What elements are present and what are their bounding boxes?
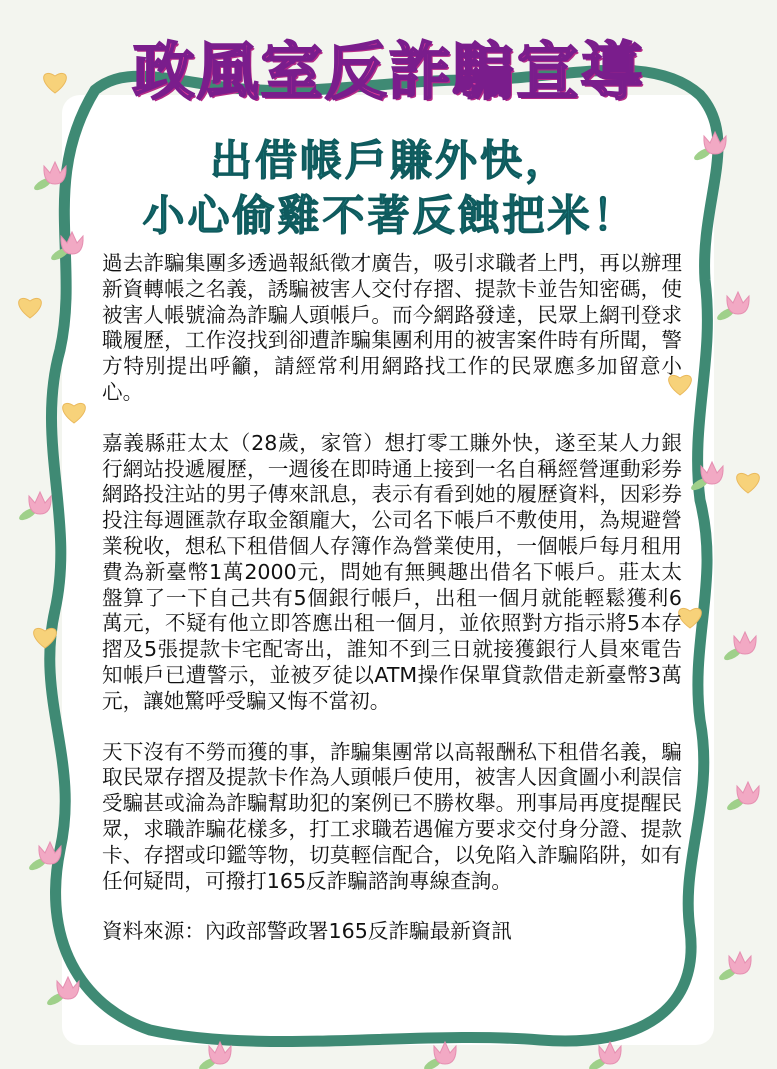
source-note: 資料來源：內政部警政署165反詐騙最新資訊	[102, 919, 512, 944]
tulip-flower-icon	[17, 492, 51, 522]
tulip-flower-icon	[197, 1042, 231, 1069]
paragraph-3: 天下沒有不勞而獲的事，詐騙集團常以高報酬私下租借名義，騙取民眾存摺及提款卡作為人頭帳戶使用，被害人因貪圖小利誤信受騙甚或淪為詐騙幫助犯的案例已不勝枚舉。刑事局再度提醒民眾，求職詐騙花樣多，打工求職若遇僱方要求交付身分證、提款卡、存摺或印鑑等物，切莫輕信配合，以免陷入詐騙陷阱，如有任何疑問，可撥打165反詐騙諮詢專線查詢。	[102, 739, 682, 893]
tulip-flower-icon	[422, 1042, 456, 1069]
tulip-flower-icon	[715, 292, 749, 322]
subtitle-line-1: 出借帳戶賺外快，	[209, 136, 570, 185]
heart-flower-icon	[19, 298, 42, 318]
paragraph-1: 過去詐騙集團多透過報紙徵才廣告，吸引求職者上門，再以辦理新資轉帳之名義，誘騙被害人交付存摺、提款卡並告知密碼，使被害人帳號淪為詐騙人頭帳戶。而今網路發達，民眾上網刊登求職履歷，工作沒找到卻遭詐騙集團利用的被害案件時有所聞，警方特別提出呼籲，請經常利用網路找工作的民眾應多加留意小心。	[102, 251, 682, 404]
tulip-flower-icon	[717, 952, 751, 982]
poster-title: 政風室反詐騙宣導	[132, 35, 645, 108]
subtitle-line-2: 小心偷雞不著反蝕把米！	[142, 191, 638, 240]
article-body	[102, 251, 682, 970]
tulip-flower-icon	[587, 1042, 621, 1069]
paragraph-2: 嘉義縣莊太太（28歲，家管）想打零工賺外快，遂至某人力銀行網站投遞履歷，一週後在即時通上接到一名自稱經營運動彩券網路投注站的男子傳來訊息，表示有看到她的履歷資料，因彩券投注每週匯款存取金額龐大，公司名下帳戶不敷使用，為規避營業稅收，想私下租借個人存簿作為營業使用，一個帳戶每月租用費為新臺幣1萬2000元，問她有無興趣出借名下帳戶。莊太太盤算了一下自己共有5個銀行帳戶，出租一個月就能輕鬆獲利6萬元，不疑有他立即答應出租一個月，並依照對方指示將5本存摺及5張提款卡宅配寄出，誰知不到三日就接獲銀行人員來電告知帳戶已遭警示，並被歹徒以ATM操作保單貸款借走新臺幣3萬元，讓她驚呼受騙又悔不當初。	[102, 430, 682, 713]
heart-flower-icon	[737, 473, 760, 493]
tulip-flower-icon	[722, 632, 756, 662]
tulip-flower-icon	[725, 782, 759, 812]
